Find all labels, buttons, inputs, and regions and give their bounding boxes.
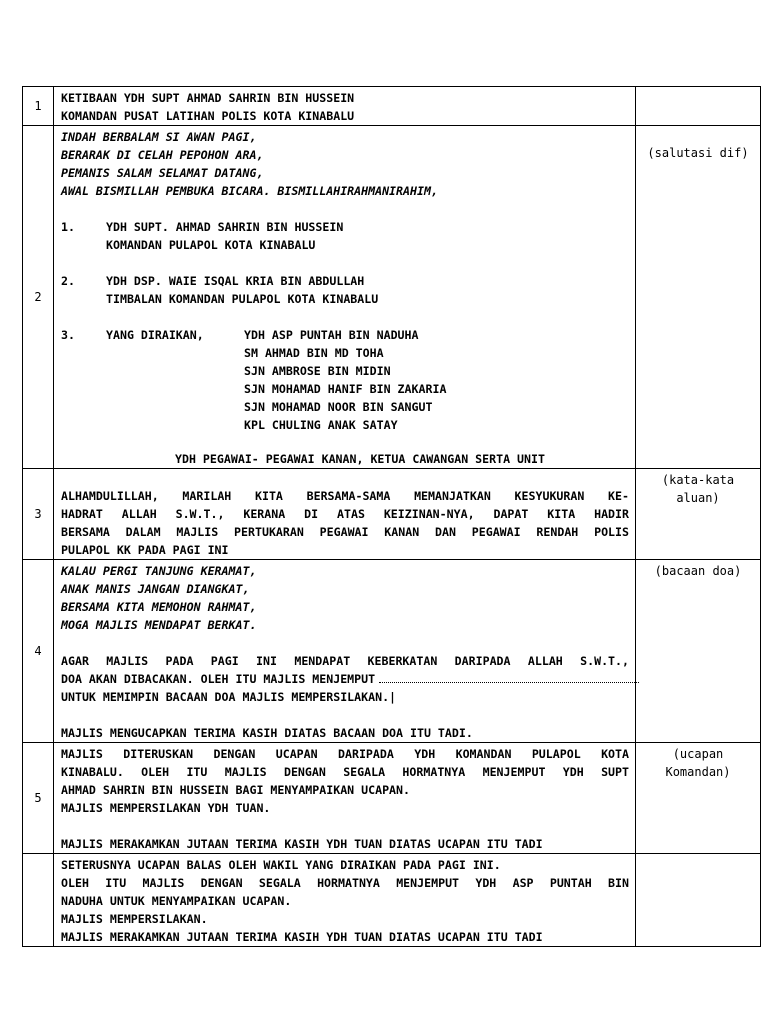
row-note [636,87,761,126]
honoree-label: YANG DIRAIKAN, [106,328,204,342]
text-line: KINABALU. OLEH ITU MAJLIS DENGAN SEGALA HORMATNYA MENJEMPUT YDH SUPT [61,765,629,779]
text-line: ALHAMDULILLAH, MARILAH KITA BERSAMA-SAMA MEMANJATKAN KESYUKURAN KE- [61,489,629,503]
table-row [23,560,761,743]
text-line: PULAPOL KK PADA PAGI INI [61,543,229,557]
row-content [54,87,636,126]
table-row [23,126,761,469]
note-text: (bacaan doa) [654,564,742,578]
pantun-line: MOGA MAJLIS MENDAPAT BERKAT. [61,618,257,632]
row-note [636,469,761,560]
text-line: MAJLIS MEMPERSILAKAN. [61,912,208,926]
text-line: HADRAT ALLAH S.W.T., KERANA DI ATAS KEIZINAN-NYA, DAPAT KITA HADIR [61,507,629,521]
guest-number: 2. [61,274,75,288]
pantun-line: PEMANIS SALAM SELAMAT DATANG, [61,166,264,180]
text-line: SETERUSNYA UCAPAN BALAS OLEH WAKIL YANG DIRAIKAN PADA PAGI INI. [61,858,501,872]
honoree-name: YDH ASP PUNTAH BIN NADUHA [244,328,419,342]
honoree-name: SJN MOHAMAD HANIF BIN ZAKARIA [244,382,447,396]
row-number: 2 [23,126,54,469]
programme-table [22,86,761,947]
text-line [61,670,629,688]
note-text: Komandan) [665,765,731,779]
text-line: MAJLIS MERAKAMKAN JUTAAN TERIMA KASIH YDH TUAN DIATAS UCAPAN ITU TADI [61,837,543,851]
guest-name: YDH DSP. WAIE ISQAL KRIA BIN ABDULLAH [106,274,365,288]
row-note [636,560,761,743]
row-number: 5 [23,743,54,854]
row-number: 1 [23,87,54,126]
pantun-line: INDAH BERBALAM SI AWAN PAGI, [61,130,257,144]
guest-name: YDH SUPT. AHMAD SAHRIN BIN HUSSEIN [106,220,344,234]
closing-line: YDH PEGAWAI- PEGAWAI KANAN, KETUA CAWANGAN SERTA UNIT [175,452,545,466]
row-number [23,854,54,947]
honoree-name: SJN MOHAMAD NOOR BIN SANGUT [244,400,433,414]
table-row [23,743,761,854]
honoree-name: SJN AMBROSE BIN MIDIN [244,364,391,378]
row-note [636,126,761,469]
row-number: 4 [23,560,54,743]
table-row [23,469,761,560]
guest-number: 1. [61,220,75,234]
text-line: KETIBAAN YDH SUPT AHMAD SAHRIN BIN HUSSEIN [61,91,355,105]
note-text: (ucapan [672,747,724,761]
blank-dotted-line [379,672,639,683]
invite-text: DOA AKAN DIBACAKAN. OLEH ITU MAJLIS MENJEMPUT [61,672,376,686]
text-line: BERSAMA DALAM MAJLIS PERTUKARAN PEGAWAI KANAN DAN PEGAWAI RENDAH POLIS [61,525,629,539]
row-content [54,126,636,469]
row-number: 3 [23,469,54,560]
text-line: KOMANDAN PUSAT LATIHAN POLIS KOTA KINABALU [61,109,355,123]
guest-title: TIMBALAN KOMANDAN PULAPOL KOTA KINABALU [106,292,379,306]
guest-1 [61,218,629,236]
pantun-line: ANAK MANIS JANGAN DIANGKAT, [61,582,250,596]
guest-title: KOMANDAN PULAPOL KOTA KINABALU [106,238,316,252]
text-line: AHMAD SAHRIN BIN HUSSEIN BAGI MENYAMPAIKAN UCAPAN. [61,783,411,797]
table-row [23,87,761,126]
row-content [54,560,636,743]
guest-3 [61,326,629,344]
note-text: (salutasi dif) [647,146,749,160]
row-note [636,743,761,854]
guest-number: 3. [61,328,75,342]
table-row [23,854,761,947]
text-line: NADUHA UNTUK MENYAMPAIKAN UCAPAN. [61,894,292,908]
honoree-name: SM AHMAD BIN MD TOHA [244,346,384,360]
text-line: AGAR MAJLIS PADA PAGI INI MENDAPAT KEBERKATAN DARIPADA ALLAH S.W.T., [61,654,629,668]
note-text: (kata-kata [661,473,735,487]
text-line: MAJLIS DITERUSKAN DENGAN UCAPAN DARIPADA YDH KOMANDAN PULAPOL KOTA [61,747,629,761]
row-content [54,743,636,854]
row-note [636,854,761,947]
text-line: MAJLIS MERAKAMKAN JUTAAN TERIMA KASIH YDH TUAN DIATAS UCAPAN ITU TADI [61,930,543,944]
honoree-name: KPL CHULING ANAK SATAY [244,418,398,432]
row-content [54,854,636,947]
pantun-line: BERARAK DI CELAH PEPOHON ARA, [61,148,264,162]
text-line: MAJLIS MEMPERSILAKAN YDH TUAN. [61,801,271,815]
text-line: UNTUK MEMIMPIN BACAAN DOA MAJLIS MEMPERSILAKAN.| [61,690,397,704]
text-line: OLEH ITU MAJLIS DENGAN SEGALA HORMATNYA MENJEMPUT YDH ASP PUNTAH BIN [61,876,629,890]
pantun-line: AWAL BISMILLAH PEMBUKA BICARA. BISMILLAHIRAHMANIRAHIM, [61,184,438,198]
text-line: MAJLIS MENGUCAPKAN TERIMA KASIH DIATAS BACAAN DOA ITU TADI. [61,726,473,740]
pantun-line: BERSAMA KITA MEMOHON RAHMAT, [61,600,257,614]
note-text: aluan) [676,491,720,505]
pantun-line: KALAU PERGI TANJUNG KERAMAT, [61,564,257,578]
guest-2 [61,272,629,290]
row-content [54,469,636,560]
